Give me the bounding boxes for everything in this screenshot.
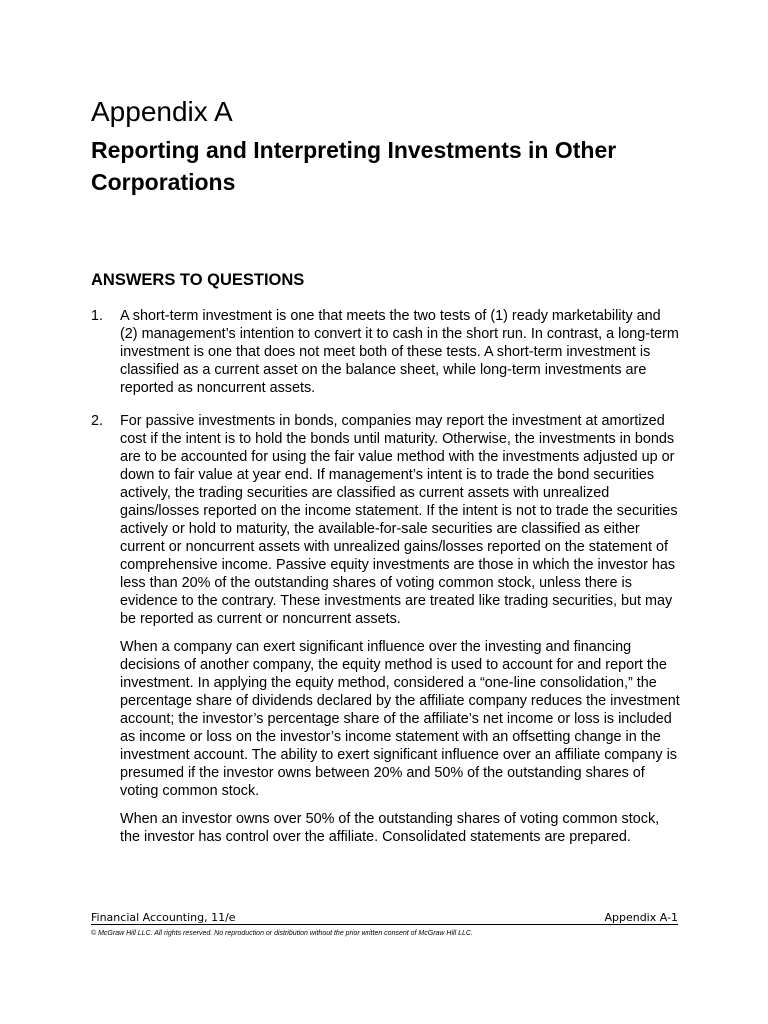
footer-page-number: Appendix A-1 — [604, 911, 678, 924]
section-heading: ANSWERS TO QUESTIONS — [91, 271, 305, 289]
answer-text — [120, 307, 681, 397]
answer-paragraph: When a company can exert significant influence over the investing and financing decisions of another company, the equity method is used to account for and report the investment. In applying the equity method, considered a “one-line consolidation,” the percentage share of dividends declared by the affiliate company reduces the investment account; the investor’s percentage share of the affiliate’s net income or loss is included as income or loss on the investor’s income statement with an offsetting change in the investment account. The ability to exert significant influence over an affiliate company is presumed if the investor owns between 20% and 50% of the outstanding shares of voting common stock. — [120, 639, 680, 799]
page-footer — [91, 911, 678, 925]
copyright-notice: © McGraw Hill LLC. All rights reserved. No reproduction or distribution without the prior written consent of McGraw Hill LLC. — [91, 930, 473, 937]
answer-item-2 — [91, 412, 681, 856]
answer-paragraph: When an investor owns over 50% of the outstanding shares of voting common stock, the investor has control over the affiliate. Consolidated statements are prepared. — [120, 811, 660, 845]
answer-number: 2. — [91, 413, 104, 429]
answer-paragraph: A short-term investment is one that meets the two tests of (1) ready marketability and (2) management’s intention to convert it to cash in the short run. In contrast, a long-term investment is one that does not meet both of these tests. A short-term investment is classified as a current asset on the balance sheet, while long-term investments are reported as noncurrent assets. — [120, 308, 679, 396]
chapter-title: Appendix A — [91, 96, 233, 127]
chapter-subtitle: Reporting and Interpreting Investments in Other Corporations — [91, 137, 617, 195]
answer-text — [120, 412, 681, 846]
footer-book-title: Financial Accounting, 11/e — [91, 911, 236, 924]
answer-item-1 — [91, 307, 681, 407]
answer-number: 1. — [91, 308, 104, 324]
answer-paragraph: For passive investments in bonds, companies may report the investment at amortized cost if the intent is to hold the bonds until maturity. Otherwise, the investments in bonds are to be accounted for using the fair value method with the investments adjusted up or down to fair value at year end. If management’s intent is to trade the bond securities actively, the trading securities are classified as current assets with unrealized gains/losses reported on the income statement. If the intent is not to trade the securities actively or hold to maturity, the available-for-sale securities are classified as either current or noncurrent assets with unrealized gains/losses reported on the statement of comprehensive income. Passive equity investments are those in which the investor has less than 20% of the outstanding shares of voting common stock, unless there is evidence to the contrary. These investments are treated like trading securities, but may be reported as current or noncurrent assets. — [120, 413, 678, 627]
